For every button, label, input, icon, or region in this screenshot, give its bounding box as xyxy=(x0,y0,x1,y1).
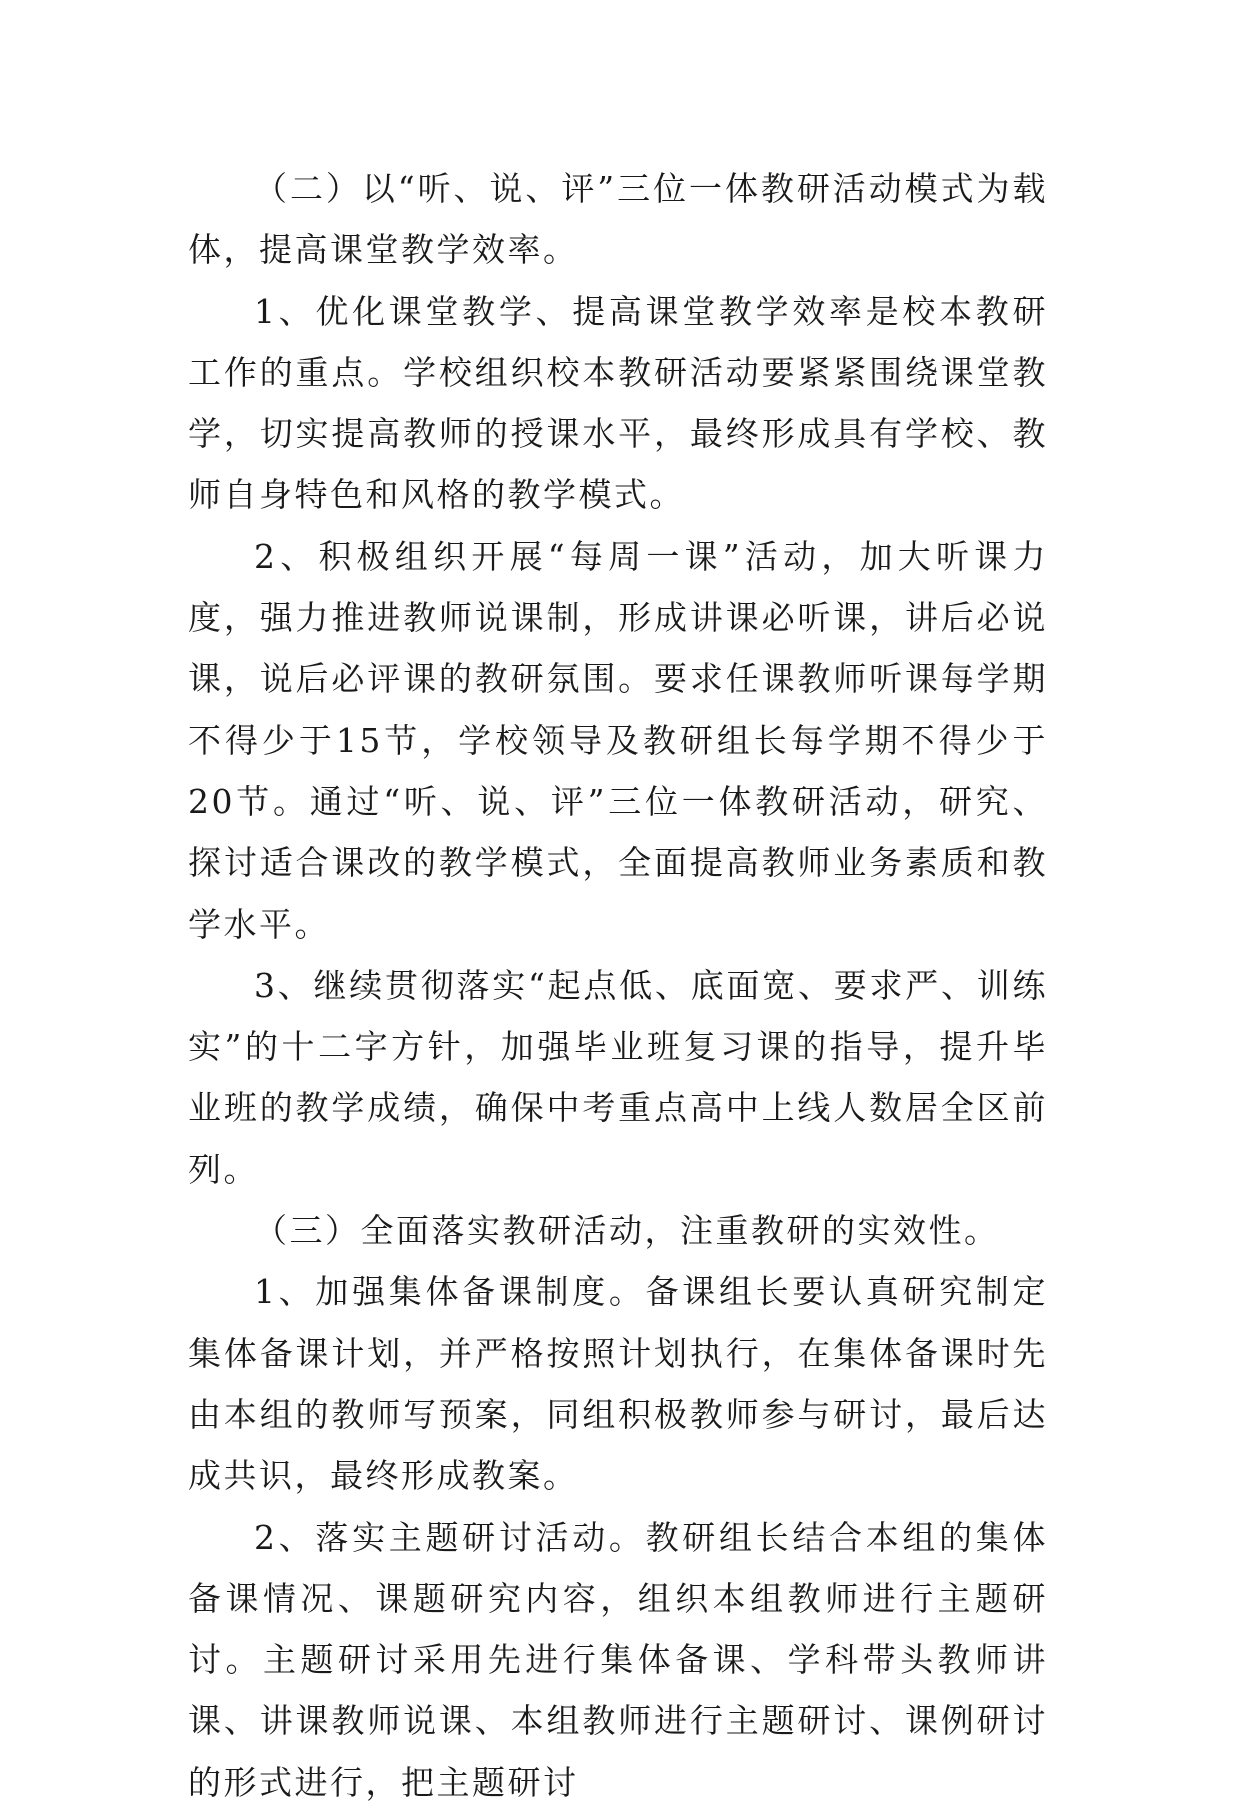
paragraph-graduating-class: 3、继续贯彻落实“起点低、底面宽、要求严、训练实”的十二字方针，加强毕业班复习课的指导，提升毕业班的教学成绩，确保中考重点高中上线人数居全区前列。 xyxy=(188,965,1048,1189)
paragraph-weekly-lesson: 2、积极组织开展“每周一课”活动，加大听课力度，强力推进教师说课制，形成讲课必听课，讲后必说课，说后必评课的教研氛围。要求任课教师听课每学期不得少于15节，学校领导及教研组长每学期不得少于20节。通过“听、说、评”三位一体教研活动，研究、探讨适合课改的教学模式，全面提高教师业务素质和教学水平。 xyxy=(188,536,1048,944)
document-page xyxy=(188,158,1048,1813)
paragraph-collective-preparation: 1、加强集体备课制度。备课组长要认真研究制定集体备课计划，并严格按照计划执行，在集体备课时先由本组的教师写预案，同组积极教师参与研讨，最后达成共识，最终形成教案。 xyxy=(188,1272,1048,1496)
section-heading-2: （二）以“听、说、评”三位一体教研活动模式为载体，提高课堂教学效率。 xyxy=(188,169,1048,270)
paragraph-optimize-teaching: 1、优化课堂教学、提高课堂教学效率是校本教研工作的重点。学校组织校本教研活动要紧紧围绕课堂教学，切实提高教师的授课水平，最终形成具有学校、教师自身特色和风格的教学模式。 xyxy=(188,291,1048,515)
paragraph-theme-seminar: 2、落实主题研讨活动。教研组长结合本组的集体备课情况、课题研究内容，组织本组教师进行主题研讨。主题研讨采用先进行集体备课、学科带头教师讲课、讲课教师说课、本组教师进行主题研讨、课例研讨的形式进行，把主题研讨 xyxy=(188,1517,1048,1802)
section-heading-3: （三）全面落实教研活动，注重教研的实效性。 xyxy=(254,1211,1000,1251)
